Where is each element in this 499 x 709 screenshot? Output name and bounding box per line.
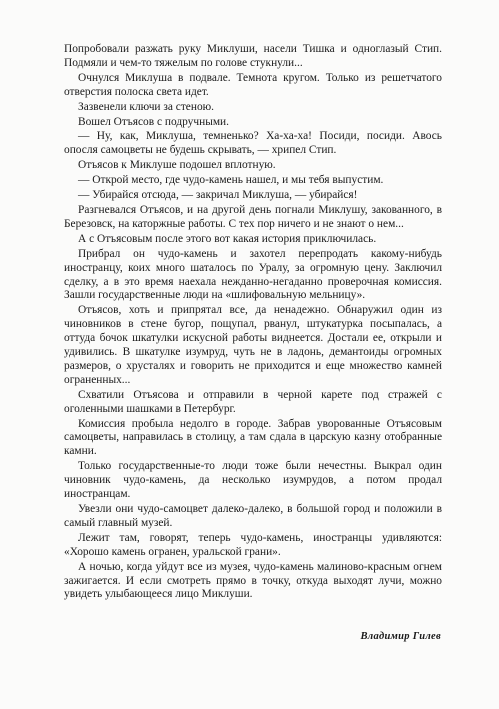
paragraph: — Убирайся отсюда, — закричал Миклуша, — убирайся! xyxy=(78,189,358,202)
paragraph: Зазвенели ключи за стеною. xyxy=(78,100,215,113)
paragraph: Разгневался Отъясов, и на другой день погнали Миклушу, закованного, в Березовск, на каторжные работы. С тех пор ничего и не знают о нем... xyxy=(64,203,442,230)
story-text xyxy=(64,43,442,603)
paragraph: А с Отъясовым после этого вот какая история приключилась. xyxy=(78,232,377,245)
paragraph: Отъясов к Миклуше подошел вплотную. xyxy=(78,159,276,172)
paragraph: Очнулся Миклуша в подвале. Темнота кругом. Только из решетчатого отверстия полоска света идет. xyxy=(64,71,442,98)
paragraph: Попробовали разжать руку Миклуши, насели Тишка и одноглазый Стип. Подмяли и чем-то тяжелым по голове стукнули... xyxy=(64,43,442,69)
author-signature: Владимир Гилев xyxy=(360,631,441,642)
paragraph: Увезли они чудо-самоцвет далеко-далеко, в большой город и положили в самый главный музей. xyxy=(64,503,442,529)
paragraph: А ночью, когда уйдут все из музея, чудо-камень малиново-красным огнем зажигается. И если смотреть прямо в точку, откуда выходят лучи, можно увидеть улыбающееся лицо Миклуши. xyxy=(64,560,442,601)
paragraph: Лежит там, говорят, теперь чудо-камень, иностранцы удивляются: «Хорошо камень огранен, уральской грани». xyxy=(64,531,442,558)
paragraph: Отъясов, хоть и припрятал все, да ненадежно. Обнаружил один из чиновников в стене бугор, пощупал, рванул, штукатурка посыпалась, а оттуда бочок шкатулки искусной работы виднеется. Достали ее, открыли и удивились. В шкатулке изумруд, чуть не в ладонь, демантоиды огромных размеров, о хрусталях и говорить не приходится и еще множество камней ограненных... xyxy=(64,304,442,386)
paragraph: Комиссия пробыла недолго в городе. Забрав уворованные Отъясовым самоцветы, направилась в столицу, а там сдала в царскую казну отобранные камни. xyxy=(64,417,442,458)
paragraph: — Открой место, где чудо-камень нашел, и мы тебя выпустим. xyxy=(78,174,384,187)
paragraph: Схватили Отъясова и отправили в черной карете под стражей с оголенными шашками в Петербург. xyxy=(64,388,442,415)
paragraph: Вошел Отъясов с подручными. xyxy=(78,115,229,128)
paragraph: Только государственные-то люди тоже были нечестны. Выкрал один чиновник чудо-камень, да несколько изумрудов, а потом продал иностранцам. xyxy=(64,460,442,501)
paragraph: — Ну, как, Миклуша, темненько? Ха-ха-ха! Посиди, посиди. Авось опосля самоцветы не будешь скрывать, — хрипел Стип. xyxy=(64,130,442,157)
paragraph: Прибрал он чудо-камень и захотел перепродать какому-нибудь иностранцу, коих много шаталось по Уралу, за огромную цену. Заключил сделку, а в это время наехала нежданно-негаданно проверочная комиссия. Зашли государственные люди на «шлифовальную мельницу». xyxy=(64,247,442,302)
